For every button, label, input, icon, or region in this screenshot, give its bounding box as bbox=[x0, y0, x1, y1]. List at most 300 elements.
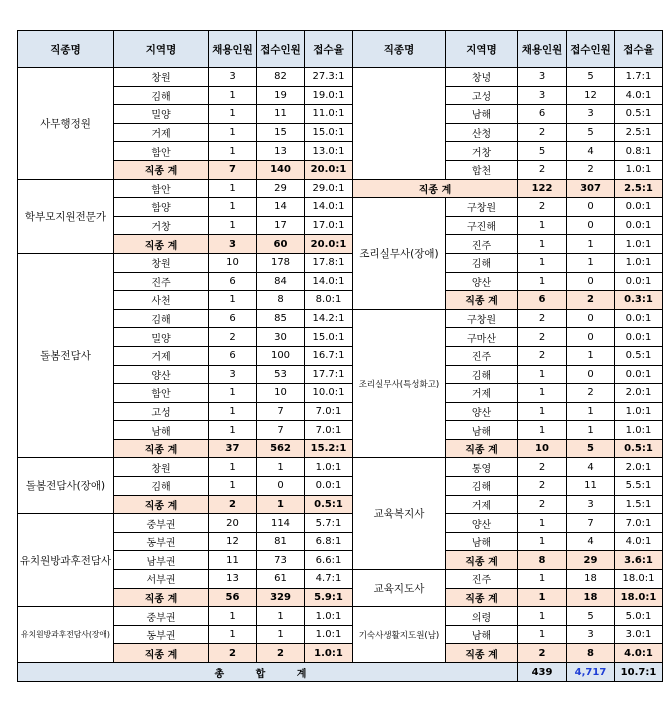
region-cell: 남해 bbox=[446, 625, 518, 644]
subtotal-value: 37 bbox=[209, 439, 257, 458]
subtotal-value: 1 bbox=[518, 588, 567, 607]
subtotal-value: 562 bbox=[257, 439, 305, 458]
table-row bbox=[18, 198, 663, 217]
job-category: 사무행정원 bbox=[18, 68, 114, 180]
region-cell: 창원 bbox=[114, 68, 209, 87]
value-cell: 1 bbox=[518, 235, 567, 254]
value-cell: 0 bbox=[567, 198, 615, 217]
table-row bbox=[18, 291, 663, 310]
value-cell: 1 bbox=[567, 402, 615, 421]
value-cell: 7 bbox=[567, 514, 615, 533]
region-cell: 밀양 bbox=[114, 328, 209, 347]
value-cell: 84 bbox=[257, 272, 305, 291]
value-cell: 10 bbox=[257, 384, 305, 403]
subtotal-value: 2 bbox=[209, 644, 257, 663]
subtotal-label: 직종 계 bbox=[446, 291, 518, 310]
value-cell: 1 bbox=[518, 607, 567, 626]
table-row bbox=[18, 421, 663, 440]
value-cell: 16.7:1 bbox=[305, 346, 353, 365]
subtotal-value: 329 bbox=[257, 588, 305, 607]
value-cell: 1 bbox=[209, 458, 257, 477]
region-cell: 고성 bbox=[114, 402, 209, 421]
value-cell: 1 bbox=[209, 421, 257, 440]
value-cell: 4.0:1 bbox=[615, 532, 663, 551]
table-row bbox=[18, 551, 663, 570]
subtotal-value: 5.9:1 bbox=[305, 588, 353, 607]
value-cell: 6.8:1 bbox=[305, 532, 353, 551]
subtotal-value: 2 bbox=[518, 644, 567, 663]
value-cell: 1 bbox=[209, 123, 257, 142]
value-cell: 1 bbox=[518, 384, 567, 403]
region-cell: 양산 bbox=[446, 514, 518, 533]
value-cell: 14.2:1 bbox=[305, 309, 353, 328]
value-cell: 4 bbox=[567, 142, 615, 161]
region-cell: 김해 bbox=[446, 365, 518, 384]
value-cell: 18 bbox=[567, 570, 615, 589]
value-cell: 17.0:1 bbox=[305, 216, 353, 235]
value-cell: 6 bbox=[518, 105, 567, 124]
region-cell: 함안 bbox=[114, 384, 209, 403]
subtotal-value: 20.0:1 bbox=[305, 160, 353, 179]
table-row bbox=[18, 68, 663, 87]
subtotal-value: 0.5:1 bbox=[305, 495, 353, 514]
table-row bbox=[18, 309, 663, 328]
value-cell: 1 bbox=[567, 253, 615, 272]
value-cell: 1.0:1 bbox=[615, 235, 663, 254]
value-cell: 15 bbox=[257, 123, 305, 142]
table-row bbox=[18, 458, 663, 477]
job-category: 학부모지원전문가 bbox=[18, 179, 114, 253]
column-header: 채용인원 bbox=[518, 31, 567, 68]
value-cell: 4 bbox=[567, 458, 615, 477]
job-category: 유치원방과후전담사 bbox=[18, 514, 114, 607]
table-row bbox=[18, 588, 663, 607]
value-cell: 1 bbox=[518, 272, 567, 291]
value-cell: 1.0:1 bbox=[615, 402, 663, 421]
region-cell: 양산 bbox=[446, 402, 518, 421]
value-cell: 1 bbox=[209, 216, 257, 235]
subtotal-value: 2 bbox=[257, 644, 305, 663]
recruitment-table bbox=[17, 30, 663, 682]
job-category: 조리실무사(특성화고) bbox=[353, 309, 446, 458]
value-cell: 3 bbox=[567, 105, 615, 124]
job-category: 돌봄전담사(장애) bbox=[18, 458, 114, 514]
value-cell: 11 bbox=[567, 477, 615, 496]
region-cell: 남해 bbox=[446, 105, 518, 124]
value-cell: 82 bbox=[257, 68, 305, 87]
value-cell: 3.0:1 bbox=[615, 625, 663, 644]
subtotal-value: 29 bbox=[567, 551, 615, 570]
value-cell: 2.0:1 bbox=[615, 458, 663, 477]
value-cell: 3 bbox=[209, 68, 257, 87]
job-category: 교육복지사 bbox=[353, 458, 446, 570]
subtotal-value: 3.6:1 bbox=[615, 551, 663, 570]
region-cell: 중부권 bbox=[114, 514, 209, 533]
grand-total-text: 총 합 계 bbox=[214, 668, 321, 680]
value-cell: 19.0:1 bbox=[305, 86, 353, 105]
region-cell: 창원 bbox=[114, 253, 209, 272]
value-cell: 13 bbox=[257, 142, 305, 161]
value-cell: 1 bbox=[257, 607, 305, 626]
region-cell: 양산 bbox=[446, 272, 518, 291]
region-cell: 중부권 bbox=[114, 607, 209, 626]
table-row bbox=[18, 514, 663, 533]
column-header: 직종명 bbox=[353, 31, 446, 68]
subtotal-value: 4.0:1 bbox=[615, 644, 663, 663]
column-header: 접수율 bbox=[615, 31, 663, 68]
value-cell: 85 bbox=[257, 309, 305, 328]
subtotal-label: 직종 계 bbox=[446, 439, 518, 458]
value-cell: 1 bbox=[518, 402, 567, 421]
value-cell: 15.0:1 bbox=[305, 123, 353, 142]
value-cell: 6 bbox=[209, 346, 257, 365]
region-cell: 진주 bbox=[446, 235, 518, 254]
value-cell: 0 bbox=[567, 309, 615, 328]
subtotal-label: 직종 계 bbox=[446, 644, 518, 663]
value-cell: 1 bbox=[209, 179, 257, 198]
table-row bbox=[18, 272, 663, 291]
region-cell: 양산 bbox=[114, 365, 209, 384]
subtotal-label: 직종 계 bbox=[353, 179, 518, 198]
subtotal-label: 직종 계 bbox=[114, 160, 209, 179]
value-cell: 0 bbox=[567, 328, 615, 347]
value-cell: 4.7:1 bbox=[305, 570, 353, 589]
value-cell: 1.7:1 bbox=[615, 68, 663, 87]
value-cell: 2 bbox=[567, 384, 615, 403]
value-cell: 0 bbox=[567, 272, 615, 291]
value-cell: 8.0:1 bbox=[305, 291, 353, 310]
column-header: 채용인원 bbox=[209, 31, 257, 68]
subtotal-label: 직종 계 bbox=[114, 495, 209, 514]
value-cell: 1 bbox=[209, 402, 257, 421]
value-cell: 114 bbox=[257, 514, 305, 533]
subtotal-value: 6 bbox=[518, 291, 567, 310]
region-cell: 김해 bbox=[446, 253, 518, 272]
value-cell: 7.0:1 bbox=[305, 402, 353, 421]
job-category: 유치원방과후전담사(장애) bbox=[18, 607, 114, 663]
column-header: 접수율 bbox=[305, 31, 353, 68]
table-row bbox=[18, 495, 663, 514]
value-cell: 29.0:1 bbox=[305, 179, 353, 198]
subtotal-value: 20.0:1 bbox=[305, 235, 353, 254]
value-cell: 0 bbox=[567, 216, 615, 235]
table-row bbox=[18, 86, 663, 105]
value-cell: 100 bbox=[257, 346, 305, 365]
region-cell: 남해 bbox=[114, 421, 209, 440]
region-cell: 남해 bbox=[446, 532, 518, 551]
region-cell: 동부권 bbox=[114, 625, 209, 644]
table-row bbox=[18, 439, 663, 458]
value-cell: 11 bbox=[209, 551, 257, 570]
subtotal-value: 2 bbox=[567, 291, 615, 310]
value-cell: 5.0:1 bbox=[615, 607, 663, 626]
subtotal-value: 18 bbox=[567, 588, 615, 607]
column-header: 접수인원 bbox=[567, 31, 615, 68]
region-cell: 김해 bbox=[114, 477, 209, 496]
value-cell: 2 bbox=[518, 458, 567, 477]
region-cell: 통영 bbox=[446, 458, 518, 477]
region-cell: 함안 bbox=[114, 179, 209, 198]
value-cell: 7.0:1 bbox=[305, 421, 353, 440]
table-row bbox=[18, 328, 663, 347]
column-header: 지역명 bbox=[114, 31, 209, 68]
value-cell: 0.0:1 bbox=[615, 216, 663, 235]
subtotal-value: 122 bbox=[518, 179, 567, 198]
table-row bbox=[18, 532, 663, 551]
value-cell: 7 bbox=[257, 421, 305, 440]
region-cell: 합천 bbox=[446, 160, 518, 179]
region-cell: 거제 bbox=[446, 495, 518, 514]
region-cell: 김해 bbox=[114, 86, 209, 105]
region-cell: 진주 bbox=[446, 570, 518, 589]
column-header: 직종명 bbox=[18, 31, 114, 68]
job-category: 조리실무사(장애) bbox=[353, 198, 446, 310]
region-cell: 거제 bbox=[114, 346, 209, 365]
subtotal-value: 2.5:1 bbox=[615, 179, 663, 198]
subtotal-value: 10 bbox=[518, 439, 567, 458]
value-cell: 11.0:1 bbox=[305, 105, 353, 124]
table-row bbox=[18, 123, 663, 142]
region-cell: 산청 bbox=[446, 123, 518, 142]
value-cell: 1 bbox=[518, 570, 567, 589]
value-cell: 13.0:1 bbox=[305, 142, 353, 161]
value-cell: 53 bbox=[257, 365, 305, 384]
value-cell: 15.0:1 bbox=[305, 328, 353, 347]
value-cell: 1 bbox=[257, 458, 305, 477]
value-cell: 1 bbox=[518, 253, 567, 272]
value-cell: 12 bbox=[209, 532, 257, 551]
value-cell: 27.3:1 bbox=[305, 68, 353, 87]
grand-total-ratio: 10.7:1 bbox=[615, 663, 663, 682]
region-cell: 창녕 bbox=[446, 68, 518, 87]
value-cell: 5.5:1 bbox=[615, 477, 663, 496]
column-header: 접수인원 bbox=[257, 31, 305, 68]
value-cell: 17 bbox=[257, 216, 305, 235]
value-cell: 1 bbox=[518, 365, 567, 384]
table-row bbox=[18, 607, 663, 626]
region-cell: 남부권 bbox=[114, 551, 209, 570]
region-cell: 거창 bbox=[446, 142, 518, 161]
subtotal-label: 직종 계 bbox=[114, 439, 209, 458]
value-cell: 5 bbox=[567, 68, 615, 87]
subtotal-value: 5 bbox=[567, 439, 615, 458]
value-cell: 1 bbox=[209, 198, 257, 217]
value-cell: 5.7:1 bbox=[305, 514, 353, 533]
value-cell: 2 bbox=[518, 477, 567, 496]
region-cell: 거제 bbox=[446, 384, 518, 403]
value-cell: 29 bbox=[257, 179, 305, 198]
value-cell: 0 bbox=[567, 365, 615, 384]
value-cell: 1.0:1 bbox=[615, 253, 663, 272]
table-row bbox=[18, 179, 663, 198]
value-cell: 6 bbox=[209, 309, 257, 328]
region-cell: 김해 bbox=[446, 477, 518, 496]
value-cell: 3 bbox=[209, 365, 257, 384]
value-cell: 17.7:1 bbox=[305, 365, 353, 384]
region-cell: 진주 bbox=[446, 346, 518, 365]
grand-total-label bbox=[18, 663, 518, 682]
value-cell: 1.0:1 bbox=[615, 160, 663, 179]
subtotal-label: 직종 계 bbox=[114, 644, 209, 663]
value-cell: 2 bbox=[518, 495, 567, 514]
job-category: 교육지도사 bbox=[353, 570, 446, 607]
value-cell: 1 bbox=[209, 384, 257, 403]
table-row bbox=[18, 644, 663, 663]
table-row bbox=[18, 142, 663, 161]
value-cell: 18.0:1 bbox=[615, 570, 663, 589]
value-cell: 73 bbox=[257, 551, 305, 570]
region-cell: 진주 bbox=[114, 272, 209, 291]
region-cell: 구마산 bbox=[446, 328, 518, 347]
value-cell: 2 bbox=[518, 328, 567, 347]
value-cell: 81 bbox=[257, 532, 305, 551]
value-cell: 1.0:1 bbox=[305, 625, 353, 644]
value-cell: 1 bbox=[518, 532, 567, 551]
value-cell: 2 bbox=[518, 160, 567, 179]
value-cell: 1 bbox=[518, 514, 567, 533]
region-cell: 서부권 bbox=[114, 570, 209, 589]
region-cell: 의령 bbox=[446, 607, 518, 626]
value-cell: 1 bbox=[209, 86, 257, 105]
value-cell: 2 bbox=[518, 198, 567, 217]
subtotal-label: 직종 계 bbox=[114, 588, 209, 607]
value-cell: 0.0:1 bbox=[615, 309, 663, 328]
column-header: 지역명 bbox=[446, 31, 518, 68]
subtotal-value: 2 bbox=[209, 495, 257, 514]
value-cell: 7.0:1 bbox=[615, 514, 663, 533]
grand-total-hires: 439 bbox=[518, 663, 567, 682]
value-cell: 17.8:1 bbox=[305, 253, 353, 272]
subtotal-value: 8 bbox=[567, 644, 615, 663]
value-cell: 2.5:1 bbox=[615, 123, 663, 142]
value-cell: 0 bbox=[257, 477, 305, 496]
region-cell: 동부권 bbox=[114, 532, 209, 551]
subtotal-label: 직종 계 bbox=[446, 588, 518, 607]
table-row bbox=[18, 253, 663, 272]
value-cell: 1 bbox=[209, 105, 257, 124]
value-cell: 1 bbox=[209, 477, 257, 496]
value-cell: 1.0:1 bbox=[305, 458, 353, 477]
value-cell: 20 bbox=[209, 514, 257, 533]
subtotal-label: 직종 계 bbox=[446, 551, 518, 570]
region-cell: 김해 bbox=[114, 309, 209, 328]
region-cell: 구창원 bbox=[446, 309, 518, 328]
value-cell: 0.8:1 bbox=[615, 142, 663, 161]
value-cell: 5 bbox=[567, 123, 615, 142]
value-cell: 14.0:1 bbox=[305, 272, 353, 291]
region-cell: 남해 bbox=[446, 421, 518, 440]
subtotal-value: 8 bbox=[518, 551, 567, 570]
subtotal-value: 1 bbox=[257, 495, 305, 514]
value-cell: 61 bbox=[257, 570, 305, 589]
table-row bbox=[18, 235, 663, 254]
value-cell: 7 bbox=[257, 402, 305, 421]
table-row bbox=[18, 160, 663, 179]
table-row bbox=[18, 384, 663, 403]
subtotal-value: 3 bbox=[209, 235, 257, 254]
value-cell: 0.5:1 bbox=[615, 346, 663, 365]
value-cell: 0.0:1 bbox=[615, 198, 663, 217]
region-cell: 고성 bbox=[446, 86, 518, 105]
value-cell: 3 bbox=[518, 68, 567, 87]
value-cell: 4 bbox=[567, 532, 615, 551]
value-cell: 2 bbox=[518, 346, 567, 365]
value-cell: 1 bbox=[518, 625, 567, 644]
subtotal-value: 0.5:1 bbox=[615, 439, 663, 458]
value-cell: 178 bbox=[257, 253, 305, 272]
value-cell: 10.0:1 bbox=[305, 384, 353, 403]
value-cell: 1 bbox=[567, 421, 615, 440]
table-row bbox=[18, 402, 663, 421]
job-category: 기숙사생활지도원(남) bbox=[353, 607, 446, 663]
value-cell: 1 bbox=[209, 142, 257, 161]
table-row bbox=[18, 105, 663, 124]
value-cell: 1 bbox=[257, 625, 305, 644]
region-cell: 사천 bbox=[114, 291, 209, 310]
value-cell: 2.0:1 bbox=[615, 384, 663, 403]
region-cell: 함안 bbox=[114, 142, 209, 161]
value-cell: 0.0:1 bbox=[615, 328, 663, 347]
value-cell: 14.0:1 bbox=[305, 198, 353, 217]
value-cell: 1 bbox=[518, 216, 567, 235]
value-cell: 1.0:1 bbox=[615, 421, 663, 440]
value-cell: 1 bbox=[209, 625, 257, 644]
value-cell: 3 bbox=[518, 86, 567, 105]
value-cell: 5 bbox=[518, 142, 567, 161]
subtotal-value: 0.3:1 bbox=[615, 291, 663, 310]
value-cell: 14 bbox=[257, 198, 305, 217]
value-cell: 0.5:1 bbox=[615, 105, 663, 124]
table-row bbox=[18, 477, 663, 496]
subtotal-value: 15.2:1 bbox=[305, 439, 353, 458]
region-cell: 밀양 bbox=[114, 105, 209, 124]
subtotal-value: 18.0:1 bbox=[615, 588, 663, 607]
value-cell: 0.0:1 bbox=[615, 272, 663, 291]
subtotal-value: 60 bbox=[257, 235, 305, 254]
region-cell: 구창원 bbox=[446, 198, 518, 217]
value-cell: 2 bbox=[209, 328, 257, 347]
value-cell: 1 bbox=[567, 346, 615, 365]
value-cell: 11 bbox=[257, 105, 305, 124]
subtotal-value: 307 bbox=[567, 179, 615, 198]
value-cell: 10 bbox=[209, 253, 257, 272]
job-category: 돌봄전담사 bbox=[18, 253, 114, 458]
value-cell: 4.0:1 bbox=[615, 86, 663, 105]
subtotal-label: 직종 계 bbox=[114, 235, 209, 254]
subtotal-value: 1.0:1 bbox=[305, 644, 353, 663]
table-row bbox=[18, 625, 663, 644]
value-cell: 5 bbox=[567, 607, 615, 626]
grand-total-row bbox=[18, 663, 663, 682]
value-cell: 19 bbox=[257, 86, 305, 105]
grand-total-applicants: 4,717 bbox=[567, 663, 615, 682]
region-cell: 창원 bbox=[114, 458, 209, 477]
value-cell: 0.0:1 bbox=[615, 365, 663, 384]
value-cell: 1 bbox=[567, 235, 615, 254]
value-cell: 1 bbox=[209, 291, 257, 310]
value-cell: 2 bbox=[567, 160, 615, 179]
subtotal-value: 56 bbox=[209, 588, 257, 607]
value-cell: 13 bbox=[209, 570, 257, 589]
value-cell: 6.6:1 bbox=[305, 551, 353, 570]
value-cell: 1.5:1 bbox=[615, 495, 663, 514]
value-cell: 3 bbox=[567, 495, 615, 514]
header-row bbox=[18, 31, 663, 68]
subtotal-value: 140 bbox=[257, 160, 305, 179]
value-cell: 2 bbox=[518, 309, 567, 328]
job-category bbox=[353, 68, 446, 180]
region-cell: 거창 bbox=[114, 216, 209, 235]
